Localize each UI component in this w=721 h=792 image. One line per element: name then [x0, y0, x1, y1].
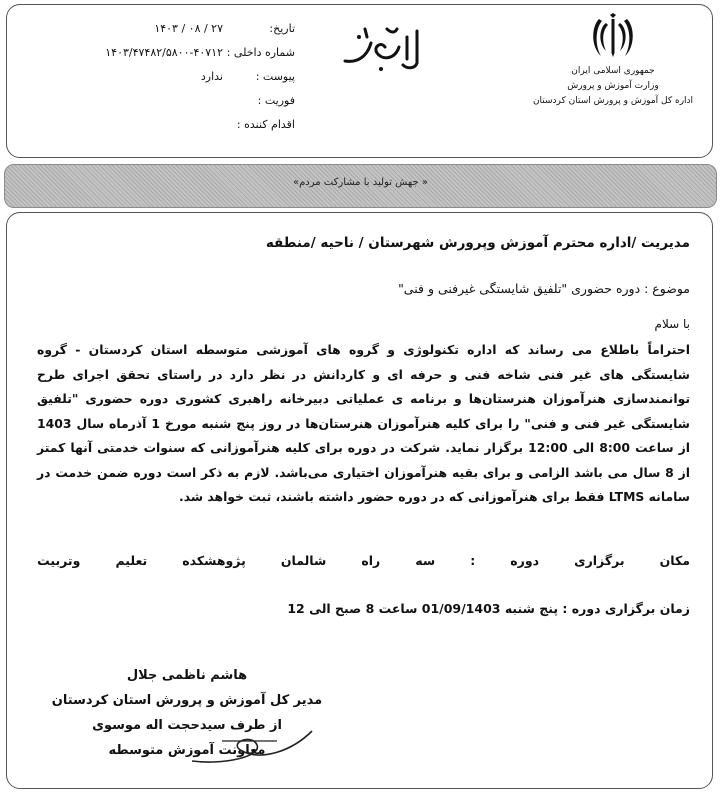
slogan-text: « جهش تولید با مشارکت مردم»: [292, 177, 428, 188]
subject-line: موضوع : دوره حضوری "تلفیق شایستگی غیرفنی و فنی": [398, 281, 690, 296]
letterhead: [6, 4, 713, 158]
schedule-line: زمان برگزاری دوره : پنج شنبه 01/09/1403 ساعت 8 صبح الی 12: [287, 601, 690, 616]
addressee: مدیریت /اداره محترم آموزش وپرورش شهرستان / ناحیه /منطقه: [265, 235, 690, 251]
signatory-title: مدیر کل آموزش و پرورش استان کردستان: [51, 693, 323, 708]
org-line: وزارت آموزش و پرورش: [567, 81, 659, 91]
bismihi-taala-calligraphy: [337, 17, 427, 77]
signatory-name: هاشم ناظمی جلال: [126, 668, 248, 683]
organization-block: [528, 13, 698, 110]
meta-internal-number: شماره داخلی : ۱۴۰۳/۴۷۴۸۲/۵۸۰۰-۴۰۷۱۲: [105, 46, 295, 59]
greeting: با سلام: [654, 317, 690, 331]
meta-action-by: اقدام کننده :: [236, 118, 295, 131]
org-line: جمهوری اسلامی ایران: [571, 66, 655, 76]
slogan-banner: [4, 164, 717, 208]
on-behalf-of: از طرف سیدحجت اله موسوی: [92, 718, 282, 733]
meta-date: تاریخ: ۱۴۰۳ / ۰۸ / ۲۷: [154, 22, 295, 35]
letter-metadata: [85, 17, 295, 137]
letter-body: [6, 212, 713, 789]
signatory-department: معاونت آموزش متوسطه: [108, 743, 266, 758]
org-line: اداره کل آموزش و پرورش استان کردستان: [532, 96, 694, 106]
body-paragraph: احتراماً باطلاع می رساند که اداره تکنولوژی و گروه های آموزشی متوسطه استان کردستان - گروه شایستگی های غیر فنی شاخه فنی و حرفه ای و کاردانش در نظر دارد در راستای تحقق اجرای طرح توانمندسازی هنرآموزان هنرستان‌ها و برنامه ی عملیاتی دبیرخانه راهبری کشوری دوره حضوری "تلفیق شایستگی غیر فنی و فنی" را برای کلیه هنرآموزان هنرستان‌ها در روز پنج شنبه مورخ 1 آذرماه سال 1403 از ساعت 8:00 الی 12:00 برگزار نماید. شرکت در دوره برای کلیه هنرآموزانی که سنوات خدمتی آنها کمتر از 8 سال می باشد الزامی و برای بقیه هنرآموزان اختیاری می‌باشد. لازم به ذکر است دوره ضمن خدمت در سامانه LTMS فقط برای هنرآموزانی که در دوره حضور داشته باشند، ثبت خواهد شد.: [37, 342, 690, 504]
venue-line: مکان برگزاری دوره : سه راه شالمان پژوهشکده تعلیم وتربیت: [37, 553, 690, 568]
iran-emblem-icon: [590, 13, 636, 63]
handwritten-signature: [182, 721, 322, 771]
meta-urgency: فوریت :: [257, 94, 295, 107]
meta-attachment: پیوست : ندارد: [200, 70, 295, 83]
